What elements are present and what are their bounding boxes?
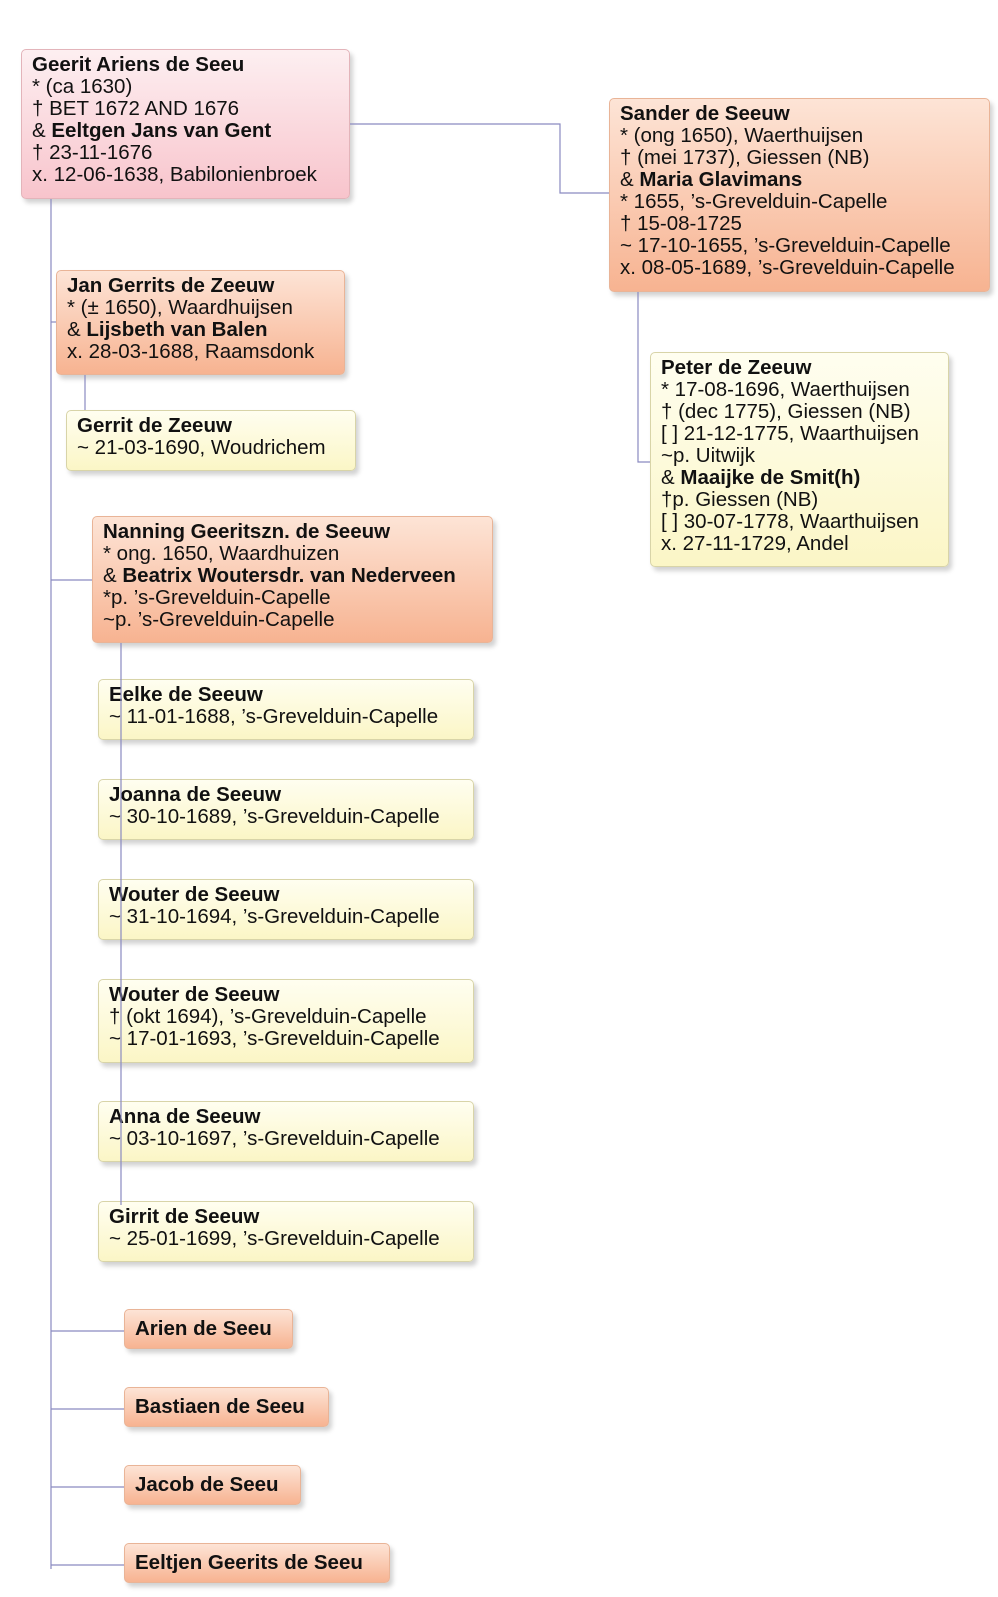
person-card-nanning[interactable]: Nanning Geeritszn. de Seeuw * ong. 1650, Waardhuizen & Beatrix Woutersdr. van Nederveen *p. ’s-Grevelduin-Capelle ~p. ’s-Grevelduin-Capelle	[92, 516, 493, 643]
person-name: Jacob de Seeu	[135, 1473, 279, 1496]
person-card-eeltjen[interactable]	[124, 1543, 390, 1583]
marriage-fact: x. 28-03-1688, Raamsdonk	[67, 340, 315, 363]
baptism-fact: ~ 03-10-1697, ’s-Grevelduin-Capelle	[109, 1127, 440, 1150]
connector-segment	[350, 124, 609, 193]
connector-segment	[638, 292, 650, 462]
person-card-wouter-1693[interactable]	[98, 979, 474, 1063]
person-name: Sander de Seeuw	[620, 102, 790, 125]
person-name: Eeltjen Geerits de Seeu	[135, 1551, 363, 1574]
person-name: Jan Gerrits de Zeeuw	[67, 274, 275, 297]
death-fact: † (dec 1775), Giessen (NB)	[661, 400, 911, 423]
person-card-wouter-1694[interactable]	[98, 879, 474, 940]
death-fact: † (mei 1737), Giessen (NB)	[620, 146, 870, 169]
person-name: Girrit de Seeuw	[109, 1205, 260, 1228]
person-card-bastiaen[interactable]	[124, 1387, 329, 1427]
person-name: Gerrit de Zeeuw	[77, 414, 232, 437]
spouse-name: Maaijke de Smit(h)	[680, 466, 861, 489]
spouse-birth-fact: *p. ’s-Grevelduin-Capelle	[103, 586, 331, 609]
spouse-baptism-fact: ~p. ’s-Grevelduin-Capelle	[103, 608, 335, 631]
person-card-joanna[interactable]	[98, 779, 474, 840]
person-name: Geerit Ariens de Seeu	[32, 53, 245, 76]
baptism-fact: ~p. Uitwijk	[661, 444, 755, 467]
burial-fact: [ ] 21-12-1775, Waarthuijsen	[661, 422, 919, 445]
baptism-fact: ~ 25-01-1699, ’s-Grevelduin-Capelle	[109, 1227, 440, 1250]
spouse-death-fact: † 15-08-1725	[620, 212, 742, 235]
birth-fact: * (± 1650), Waardhuijsen	[67, 296, 293, 319]
person-name: Eelke de Seeuw	[109, 683, 263, 706]
birth-fact: * (ca 1630)	[32, 75, 133, 98]
person-name: Peter de Zeeuw	[661, 356, 812, 379]
spouse-name: Lijsbeth van Balen	[86, 318, 268, 341]
birth-fact: * (ong 1650), Waerthuijsen	[620, 124, 864, 147]
spouse-name: Beatrix Woutersdr. van Nederveen	[122, 564, 456, 587]
baptism-fact: ~ 30-10-1689, ’s-Grevelduin-Capelle	[109, 805, 440, 828]
spouse-name: Eeltgen Jans van Gent	[51, 119, 272, 142]
person-card-anna[interactable]	[98, 1101, 474, 1162]
spouse-baptism-fact: ~ 17-10-1655, ’s-Grevelduin-Capelle	[620, 234, 951, 257]
baptism-fact: ~ 11-01-1688, ’s-Grevelduin-Capelle	[109, 705, 439, 728]
spouse-death-fact: †p. Giessen (NB)	[661, 488, 819, 511]
person-name: Wouter de Seeuw	[109, 983, 280, 1006]
death-fact: † BET 1672 AND 1676	[32, 97, 240, 120]
baptism-fact: ~ 31-10-1694, ’s-Grevelduin-Capelle	[109, 905, 440, 928]
person-card-geerit-ariens[interactable]: Geerit Ariens de Seeu * (ca 1630) † BET 1672 AND 1676 & Eeltgen Jans van Gent † 23-11-1676 x. 12-06-1638, Babilonienbroek	[21, 49, 350, 199]
spouse-burial-fact: [ ] 30-07-1778, Waarthuijsen	[661, 510, 919, 533]
person-name: Arien de Seeu	[135, 1317, 272, 1340]
person-card-eelke[interactable]	[98, 679, 474, 740]
death-fact: † (okt 1694), ’s-Grevelduin-Capelle	[109, 1005, 427, 1028]
person-card-arien[interactable]	[124, 1309, 293, 1349]
baptism-fact: ~ 21-03-1690, Woudrichem	[77, 436, 326, 459]
person-card-jacob[interactable]	[124, 1465, 301, 1505]
person-name: Anna de Seeuw	[109, 1105, 261, 1128]
marriage-fact: x. 12-06-1638, Babilonienbroek	[32, 163, 317, 186]
person-card-girrit[interactable]	[98, 1201, 474, 1262]
birth-fact: * 17-08-1696, Waerthuijsen	[661, 378, 910, 401]
marriage-fact: x. 08-05-1689, ’s-Grevelduin-Capelle	[620, 256, 955, 279]
birth-fact: * ong. 1650, Waardhuizen	[103, 542, 340, 565]
person-name: Wouter de Seeuw	[109, 883, 280, 906]
person-name: Bastiaen de Seeu	[135, 1395, 305, 1418]
person-card-peter[interactable]: Peter de Zeeuw * 17-08-1696, Waerthuijsen † (dec 1775), Giessen (NB) [ ] 21-12-1775, Waarthuijsen ~p. Uitwijk & Maaijke de Smit(h) †p. Giessen (NB) [ ] 30-07-1778, Waarthuijsen x. 27-11-1729, Andel	[650, 352, 949, 567]
person-name: Joanna de Seeuw	[109, 783, 282, 806]
person-card-gerrit[interactable]	[66, 410, 356, 471]
marriage-fact: x. 27-11-1729, Andel	[661, 532, 849, 555]
person-card-sander[interactable]: Sander de Seeuw * (ong 1650), Waerthuijsen † (mei 1737), Giessen (NB) & Maria Glavimans * 1655, ’s-Grevelduin-Capelle † 15-08-1725 ~ 17-10-1655, ’s-Grevelduin-Capelle x. 08-05-1689, ’s-Grevelduin-Capelle	[609, 98, 990, 292]
baptism-fact: ~ 17-01-1693, ’s-Grevelduin-Capelle	[109, 1027, 440, 1050]
person-name: Nanning Geeritszn. de Seeuw	[103, 520, 391, 543]
spouse-death-fact: † 23-11-1676	[32, 141, 153, 164]
spouse-name: Maria Glavimans	[639, 168, 803, 191]
spouse-birth-fact: * 1655, ’s-Grevelduin-Capelle	[620, 190, 888, 213]
person-card-jan-gerrits[interactable]: Jan Gerrits de Zeeuw * (± 1650), Waardhuijsen & Lijsbeth van Balen x. 28-03-1688, Raamsdonk	[56, 270, 345, 375]
